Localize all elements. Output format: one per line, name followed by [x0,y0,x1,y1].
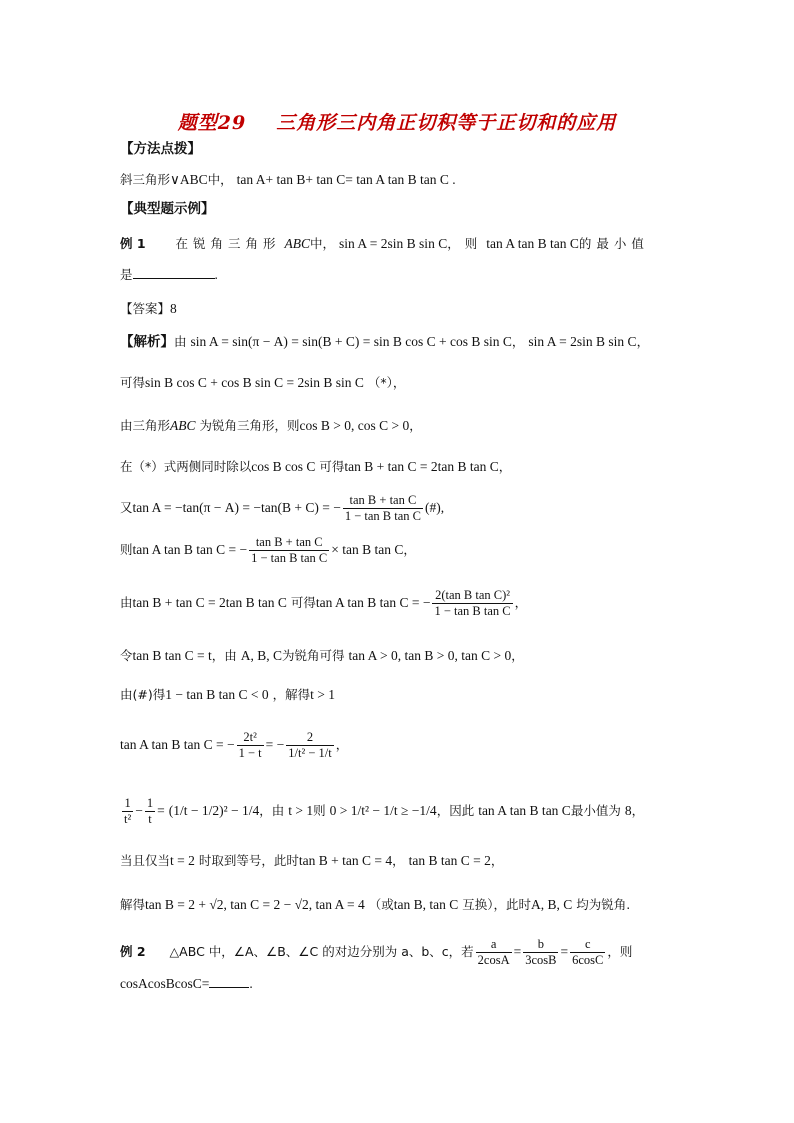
analysis-line8: 令tan B tan C = t，由 A, B, C为锐角可得 tan A > 0, tan B > 0, tan C > 0， [120,648,524,663]
fraction: $\frac{\text{tan B + tan C}}{\text{1 − tan B tan C}}$ [344,493,421,523]
analysis-line9: 由(#)得1 − tan B tan C < 0 ，解得t > 1 [120,687,335,702]
answer-blank [209,987,249,988]
analysis-line10: tan A tan B tan C = − $\frac{\text{2t²}}{1 - t}$ = − $\frac{2}{\text{1/t² − 1/t}}$ ， [120,730,349,760]
analysis-line3: 由三角形ABC 为锐角三角形，则cos B > 0, cos C > 0， [120,418,422,433]
analysis-line13: 解得tan B = 2 + √2, tan C = 2 − √2, tan A = 4 （或tan B, tan C 互换），此时A, B, C 均为锐角. [120,897,631,912]
fraction: $\frac{\text{2t²}}{1 - t}$ [238,730,262,760]
fraction: $\frac{1}{t}$ [146,796,154,826]
fraction: $\frac{a}{2\cos A}$ [477,937,510,967]
analysis-line5: 又tan A = −tan(π − A) = −tan(B + C) = − $\frac{\text{tan B + tan C}}{\text{1 − tan B tan C}}$ (#), [120,493,445,523]
example2-line1: 例 2 △ABC 中，∠A、∠B、∠C 的对边分别为 a、b、c，若 $\frac{a}{2\cos A}$ = $\frac{b}{3\cos B}$ = $\frac{c}{6\cos C}$ ，则 [120,937,633,967]
fraction: $\frac{b}{3\cos B}$ [525,937,557,967]
analysis-line4: 在（*）式两侧同时除以cos B cos C 可得tan B + tan C = 2tan B tan C， [120,459,512,474]
example2-line2: cosAcosBcosC= . [120,976,253,991]
analysis-line11: $\frac{1}{\text{t²}}$ − $\frac{1}{t}$ = (1/t − 1/2)² − 1/4，由 t > 1则 0 > 1/t² − 1/t ≥ −1/4，因此 tan A tan B tan C最小值为 8， [124,796,645,826]
fraction: $\frac{c}{6\cos C}$ [572,937,604,967]
example1-label: 例 1 [120,236,146,251]
example1-condition: sin A = 2sin B sin C [339,236,448,251]
analysis-line1: 【解析】由 sin A = sin(π − A) = sin(B + C) = sin B cos C + cos B sin C， sin A = 2sin B sin C， [120,334,650,350]
answer-line: 【答案】8 [120,301,177,316]
analysis-line2: 可得sin B cos C + cos B sin C = 2sin B sin C （*）， [120,375,406,390]
section-method-heading: 【方法点拨】 [120,141,201,157]
title-text: 三角形三内角正切积等于正切和的应用 [276,112,617,134]
method-line: 斜三角形∨ABC中， tan A+ tan B+ tan C= tan A tan B tan C . [120,172,456,187]
answer-blank [133,278,215,279]
method-formula: tan A+ tan B+ tan C= tan A tan B tan C . [236,172,456,187]
fraction: $\frac{\text{tan B + tan C}}{\text{1 − tan B tan C}}$ [251,535,328,565]
section-examples-heading: 【典型题示例】 [120,201,215,217]
analysis-line6: 则tan A tan B tan C = − $\frac{\text{tan B + tan C}}{\text{1 − tan B tan C}}$ × tan B tan C， [120,535,416,565]
answer-value: 8 [170,301,177,316]
fraction: $\frac{1}{\text{t²}}$ [124,796,132,826]
analysis-line7: 由tan B + tan C = 2tan B tan C 可得tan A tan B tan C = − $\frac{\text{2(tan B tan C)²}}{\text{1 − tan B tan C}}$ ， [120,588,528,618]
example2-label: 例 2 [120,944,146,959]
min-value: 8 [624,803,632,818]
fraction: $\frac{2}{\text{1/t² − 1/t}}$ [288,730,332,760]
page-title [0,108,794,135]
example1-line2: 是 . [120,267,218,282]
analysis-line12: 当且仅当t = 2 时取到等号，此时tan B + tan C = 4， tan B tan C = 2， [120,853,504,868]
fraction: $\frac{\text{2(tan B tan C)²}}{\text{1 − tan B tan C}}$ [434,588,511,618]
example1-line1: 例 1 在锐角三角形 ABC中， sin A = 2sin B sin C，则 tan A tan B tan C的最小值 [120,236,649,251]
title-label: 题型29 [177,112,247,134]
